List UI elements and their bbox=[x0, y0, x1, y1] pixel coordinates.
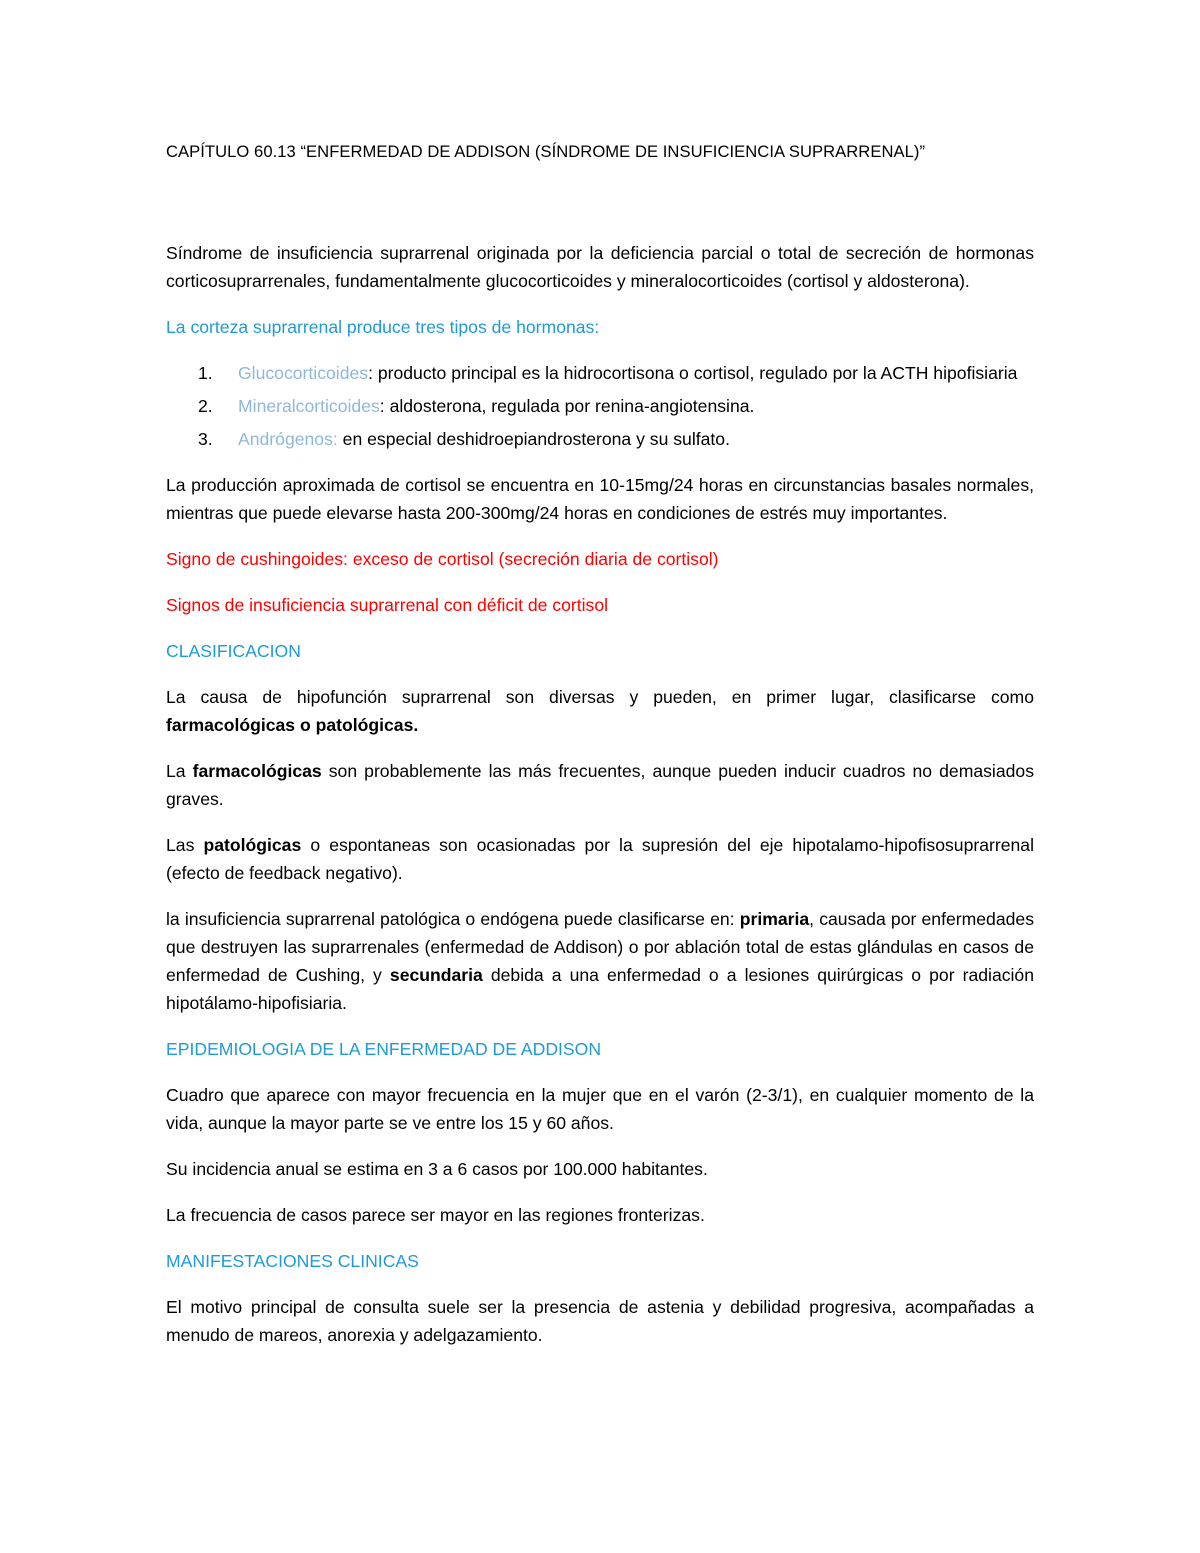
list-item bbox=[166, 425, 1034, 453]
hormone-description: producto principal es la hidrocortisona o cortisol, regulado por la ACTH hipofisiaria bbox=[377, 363, 1018, 383]
text-run: son probablemente las más frecuentes, aunque pueden inducir cuadros no demasiados graves. bbox=[166, 761, 1034, 809]
intro-paragraph: Síndrome de insuficiencia suprarrenal originada por la deficiencia parcial o total de secreción de hormonas corticosuprarrenales, fundamentalmente glucocorticoides y mineralocorticoides (cortisol y aldosterona). bbox=[166, 243, 1034, 291]
hormone-description: aldosterona, regulada por renina-angiotensina. bbox=[389, 396, 755, 416]
manifestations-paragraph: El motivo principal de consulta suele ser la presencia de astenia y debilidad progresiva, acompañadas a menudo de mareos, anorexia y adelgazamiento. bbox=[166, 1297, 1034, 1345]
list-number: 3. bbox=[198, 429, 213, 449]
hormone-separator: : bbox=[379, 396, 390, 416]
list-number: 2. bbox=[198, 396, 213, 416]
bold-text: patológicas bbox=[203, 835, 302, 855]
text-run: La bbox=[166, 761, 193, 781]
text-run: la insuficiencia suprarrenal patológica o endógena puede clasificarse en: bbox=[166, 909, 740, 929]
cortisol-production-paragraph: La producción aproximada de cortisol se encuentra en 10-15mg/24 horas en circunstancias basales normales, mientras que puede elevarse hasta 200-300mg/24 horas en condiciones de estrés muy importantes. bbox=[166, 475, 1034, 523]
list-item bbox=[166, 359, 1034, 387]
bold-text: primaria bbox=[739, 909, 810, 929]
classification-paragraph-2 bbox=[166, 757, 1034, 813]
epidemiology-paragraph-1: Cuadro que aparece con mayor frecuencia en la mujer que en el varón (2-3/1), en cualquier momento de la vida, aunque la mayor parte se ve entre los 15 y 60 años. bbox=[166, 1085, 1034, 1133]
epidemiology-paragraph-3: La frecuencia de casos parece ser mayor en las regiones fronterizas. bbox=[166, 1205, 705, 1225]
classification-paragraph-4 bbox=[166, 905, 1034, 1017]
hormone-name: Andrógenos: bbox=[238, 429, 338, 449]
classification-heading: CLASIFICACION bbox=[166, 641, 301, 661]
text-run: Las bbox=[166, 835, 204, 855]
hormone-name: Mineralcorticoides bbox=[238, 396, 380, 416]
epidemiology-heading: EPIDEMIOLOGIA DE LA ENFERMEDAD DE ADDISON bbox=[166, 1039, 602, 1059]
epidemiology-paragraph-2: Su incidencia anual se estima en 3 a 6 casos por 100.000 habitantes. bbox=[166, 1159, 708, 1179]
hormone-separator: : bbox=[368, 363, 378, 383]
list-item bbox=[166, 392, 1034, 420]
text-run: La causa de hipofunción suprarrenal son diversas y pueden, en primer lugar, clasificarse como bbox=[166, 687, 1034, 707]
hormone-list bbox=[166, 359, 1034, 453]
text-run: debida a una enfermedad o a lesiones quirúrgicas o por radiación hipotálamo-hipofisiaria. bbox=[166, 965, 1034, 1013]
bold-text: farmacológicas bbox=[192, 761, 322, 781]
bold-text: secundaria bbox=[389, 965, 483, 985]
cushingoid-signs-line: Signo de cushingoides: exceso de cortisol (secreción diaria de cortisol) bbox=[166, 549, 719, 569]
manifestations-heading: MANIFESTACIONES CLINICAS bbox=[166, 1251, 419, 1271]
cortex-heading: La corteza suprarrenal produce tres tipos de hormonas: bbox=[166, 317, 600, 337]
bold-text: farmacológicas o patológicas. bbox=[166, 715, 419, 735]
list-number: 1. bbox=[198, 363, 213, 383]
document-body bbox=[166, 138, 1034, 1367]
hormone-name: Glucocorticoides bbox=[238, 363, 369, 383]
text-run: , causada por enfermedades que destruyen las suprarrenales (enfermedad de Addison) o por ablación total de estas glándulas en casos de enfermedad de Cushing, y bbox=[166, 909, 1034, 985]
hormone-description: en especial deshidroepiandrosterona y su sulfato. bbox=[342, 429, 730, 449]
insufficiency-signs-line: Signos de insuficiencia suprarrenal con déficit de cortisol bbox=[166, 595, 609, 615]
chapter-title: CAPÍTULO 60.13 “ENFERMEDAD DE ADDISON (SÍNDROME DE INSUFICIENCIA SUPRARRENAL)” bbox=[166, 142, 926, 161]
classification-paragraph-3 bbox=[166, 831, 1034, 887]
text-run: o espontaneas son ocasionadas por la supresión del eje hipotalamo-hipofisosuprarrenal (efecto de feedback negativo). bbox=[166, 835, 1034, 883]
classification-paragraph-1 bbox=[166, 683, 1034, 739]
